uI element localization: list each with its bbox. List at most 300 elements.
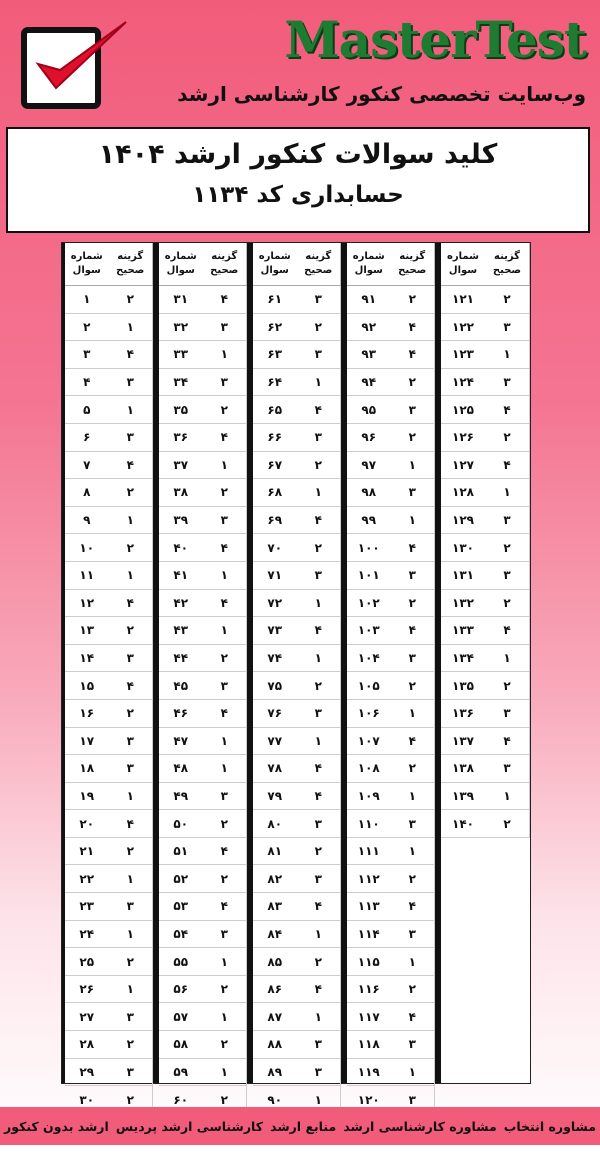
correct-option: ۳ bbox=[485, 755, 530, 782]
question-number: ۱۴۰ bbox=[452, 816, 474, 831]
table-row bbox=[347, 562, 435, 590]
question-number: ۷۷ bbox=[267, 733, 283, 748]
correct-option: ۱ bbox=[391, 1059, 436, 1086]
table-row bbox=[253, 645, 341, 673]
correct-option: ۱ bbox=[203, 948, 248, 975]
table-row bbox=[347, 286, 435, 314]
correct-option: ۳ bbox=[203, 921, 248, 948]
question-number: ۱۰۲ bbox=[357, 595, 380, 610]
correct-option: ۲ bbox=[297, 948, 342, 975]
table-row bbox=[253, 452, 341, 480]
table-row bbox=[253, 562, 341, 590]
correct-option: ۳ bbox=[109, 893, 154, 920]
table-row bbox=[347, 948, 435, 976]
question-number: ۷۳ bbox=[267, 623, 283, 638]
question-number: ۶۷ bbox=[267, 457, 283, 472]
correct-option: ۱ bbox=[297, 479, 342, 506]
table-row bbox=[253, 1059, 341, 1087]
table-row bbox=[253, 810, 341, 838]
correct-option: ۴ bbox=[109, 452, 154, 479]
correct-option: ۲ bbox=[485, 286, 530, 313]
question-number: ۷۸ bbox=[267, 761, 283, 776]
correct-option: ۳ bbox=[109, 755, 154, 782]
correct-option: ۲ bbox=[109, 948, 154, 975]
table-row bbox=[441, 369, 530, 397]
title-box bbox=[6, 127, 590, 233]
correct-option: ۳ bbox=[203, 783, 248, 810]
correct-option: ۳ bbox=[297, 1031, 342, 1058]
correct-option: ۳ bbox=[391, 479, 436, 506]
question-number: ۹ bbox=[83, 513, 91, 528]
column-header bbox=[253, 243, 341, 286]
correct-option: ۲ bbox=[485, 424, 530, 451]
table-row bbox=[65, 396, 153, 424]
correct-option: ۲ bbox=[109, 838, 154, 865]
question-number: ۸۶ bbox=[267, 982, 283, 997]
correct-option: ۲ bbox=[297, 838, 342, 865]
question-number: ۹۰ bbox=[267, 1092, 283, 1107]
correct-option: ۳ bbox=[297, 700, 342, 727]
answer-key-table bbox=[61, 242, 531, 1107]
header-correct-option: گزینه صحیح bbox=[391, 243, 436, 285]
correct-option: ۴ bbox=[109, 672, 154, 699]
answer-column bbox=[250, 243, 344, 1107]
correct-option: ۱ bbox=[485, 479, 530, 506]
question-number: ۱ bbox=[83, 292, 91, 307]
question-number: ۲ bbox=[83, 319, 91, 334]
correct-option: ۴ bbox=[391, 893, 436, 920]
correct-option: ۳ bbox=[297, 562, 342, 589]
question-number: ۴۹ bbox=[173, 788, 189, 803]
table-row bbox=[347, 1003, 435, 1031]
footer-link-arshad-bedun-konkur[interactable]: ارشد بدون کنکور bbox=[4, 1118, 109, 1134]
question-number: ۱۱۵ bbox=[357, 954, 380, 969]
question-number: ۳۴ bbox=[173, 375, 189, 390]
table-row bbox=[347, 507, 435, 535]
correct-option: ۲ bbox=[203, 976, 248, 1003]
table-row bbox=[441, 755, 530, 783]
question-number: ۶۹ bbox=[267, 513, 283, 528]
header-correct-option: گزینه صحیح bbox=[485, 243, 530, 285]
table-row bbox=[253, 1003, 341, 1031]
question-number: ۱۱۶ bbox=[357, 982, 380, 997]
question-number: ۴۱ bbox=[173, 568, 189, 583]
table-row bbox=[253, 783, 341, 811]
table-row bbox=[253, 700, 341, 728]
correct-option: ۴ bbox=[391, 534, 436, 561]
question-number: ۳۹ bbox=[173, 513, 189, 528]
correct-option: ۴ bbox=[485, 728, 530, 755]
question-number: ۱۸ bbox=[79, 761, 95, 776]
question-number: ۱۳۵ bbox=[452, 678, 474, 693]
column-header bbox=[159, 243, 247, 286]
correct-option: ۳ bbox=[109, 728, 154, 755]
question-number: ۱۳۲ bbox=[452, 595, 474, 610]
question-number: ۴۴ bbox=[173, 651, 189, 666]
question-number: ۸۲ bbox=[267, 871, 283, 886]
table-row bbox=[253, 424, 341, 452]
table-row bbox=[159, 286, 247, 314]
correct-option: ۱ bbox=[391, 507, 436, 534]
question-number: ۴۳ bbox=[173, 623, 189, 638]
question-number: ۹۶ bbox=[361, 430, 377, 445]
correct-option: ۱ bbox=[109, 507, 154, 534]
table-row bbox=[347, 341, 435, 369]
correct-option: ۳ bbox=[109, 1003, 154, 1030]
table-row bbox=[253, 976, 341, 1004]
table-row bbox=[159, 921, 247, 949]
table-row bbox=[347, 396, 435, 424]
table-row bbox=[347, 452, 435, 480]
table-row bbox=[65, 948, 153, 976]
table-row bbox=[159, 314, 247, 342]
table-row bbox=[159, 562, 247, 590]
correct-option: ۴ bbox=[391, 1003, 436, 1030]
table-row bbox=[347, 672, 435, 700]
correct-option: ۴ bbox=[391, 728, 436, 755]
correct-option: ۳ bbox=[297, 810, 342, 837]
table-row bbox=[159, 590, 247, 618]
question-number: ۳۱ bbox=[173, 292, 189, 307]
correct-option: ۴ bbox=[109, 341, 154, 368]
table-row bbox=[347, 424, 435, 452]
table-row bbox=[347, 838, 435, 866]
table-row bbox=[253, 893, 341, 921]
table-row bbox=[441, 562, 530, 590]
table-row bbox=[65, 369, 153, 397]
question-number: ۴۷ bbox=[173, 733, 189, 748]
question-number: ۷۴ bbox=[267, 651, 283, 666]
correct-option: ۴ bbox=[203, 424, 248, 451]
table-row bbox=[65, 341, 153, 369]
footer-link-moshavere-entekhab[interactable]: مشاوره انتخاب bbox=[503, 1118, 596, 1134]
correct-option: ۳ bbox=[297, 424, 342, 451]
table-row bbox=[347, 865, 435, 893]
correct-option: ۱ bbox=[391, 452, 436, 479]
question-number: ۱۶ bbox=[79, 706, 95, 721]
correct-option: ۱ bbox=[203, 1059, 248, 1086]
correct-option: ۲ bbox=[391, 590, 436, 617]
table-row bbox=[65, 314, 153, 342]
table-row bbox=[347, 976, 435, 1004]
table-row bbox=[253, 590, 341, 618]
question-number: ۲۸ bbox=[79, 1037, 95, 1052]
question-number: ۲۱ bbox=[79, 844, 95, 859]
question-number: ۵۸ bbox=[173, 1037, 189, 1052]
correct-option: ۱ bbox=[203, 728, 248, 755]
table-row bbox=[159, 838, 247, 866]
table-row bbox=[65, 534, 153, 562]
table-row bbox=[159, 1031, 247, 1059]
table-row bbox=[159, 424, 247, 452]
table-row bbox=[65, 728, 153, 756]
footer-link-pardis[interactable]: کارشناسی ارشد پردیس bbox=[115, 1118, 263, 1134]
correct-option: ۴ bbox=[391, 617, 436, 644]
table-row bbox=[347, 369, 435, 397]
question-number: ۱۰۴ bbox=[357, 651, 380, 666]
question-number: ۸ bbox=[83, 485, 91, 500]
question-number: ۸۴ bbox=[267, 926, 283, 941]
question-number: ۱۲۳ bbox=[452, 347, 474, 362]
table-row bbox=[347, 1031, 435, 1059]
table-row bbox=[65, 617, 153, 645]
question-number: ۶۲ bbox=[267, 319, 283, 334]
table-row bbox=[65, 865, 153, 893]
question-number: ۱۲۹ bbox=[452, 513, 474, 528]
header-question-number: شماره سوال bbox=[70, 251, 103, 276]
question-number: ۸۵ bbox=[267, 954, 283, 969]
correct-option: ۳ bbox=[109, 424, 154, 451]
question-number: ۱۲ bbox=[79, 595, 95, 610]
table-row bbox=[347, 810, 435, 838]
table-row bbox=[65, 976, 153, 1004]
question-number: ۱۳۹ bbox=[452, 788, 474, 803]
question-number: ۹۸ bbox=[361, 485, 377, 500]
table-row bbox=[347, 479, 435, 507]
question-number: ۲۴ bbox=[79, 926, 95, 941]
correct-option: ۱ bbox=[391, 783, 436, 810]
table-row bbox=[159, 893, 247, 921]
correct-option: ۱ bbox=[485, 645, 530, 672]
question-number: ۵۷ bbox=[173, 1009, 189, 1024]
table-row bbox=[159, 672, 247, 700]
question-number: ۵ bbox=[83, 402, 91, 417]
question-number: ۹۱ bbox=[361, 292, 377, 307]
table-row bbox=[253, 396, 341, 424]
correct-option: ۲ bbox=[109, 286, 154, 313]
table-row bbox=[159, 976, 247, 1004]
correct-option: ۱ bbox=[109, 396, 154, 423]
correct-option: ۲ bbox=[485, 590, 530, 617]
answer-column bbox=[344, 243, 438, 1107]
correct-option: ۳ bbox=[485, 369, 530, 396]
correct-option: ۱ bbox=[109, 921, 154, 948]
correct-option: ۳ bbox=[109, 1059, 154, 1086]
correct-option: ۳ bbox=[297, 1059, 342, 1086]
question-number: ۵۲ bbox=[173, 871, 189, 886]
question-number: ۷۶ bbox=[267, 706, 283, 721]
question-number: ۱۲۷ bbox=[452, 457, 474, 472]
question-number: ۶۰ bbox=[173, 1092, 189, 1107]
correct-option: ۲ bbox=[203, 810, 248, 837]
question-number: ۵۱ bbox=[173, 844, 189, 859]
question-number: ۱۲۶ bbox=[452, 430, 474, 445]
table-row bbox=[65, 838, 153, 866]
table-row bbox=[253, 507, 341, 535]
question-number: ۳۰ bbox=[79, 1092, 95, 1107]
table-row bbox=[347, 728, 435, 756]
table-row bbox=[441, 672, 530, 700]
table-row bbox=[65, 1031, 153, 1059]
table-row bbox=[253, 921, 341, 949]
column-header bbox=[441, 243, 530, 286]
question-number: ۶۳ bbox=[267, 347, 283, 362]
table-row bbox=[347, 1059, 435, 1087]
table-row bbox=[253, 838, 341, 866]
question-number: ۱۷ bbox=[79, 733, 95, 748]
table-row bbox=[441, 590, 530, 618]
table-row bbox=[159, 396, 247, 424]
correct-option: ۳ bbox=[391, 810, 436, 837]
question-number: ۱۰۹ bbox=[357, 788, 380, 803]
question-number: ۱۳۱ bbox=[452, 568, 474, 583]
table-row bbox=[159, 645, 247, 673]
question-number: ۳۵ bbox=[173, 402, 189, 417]
correct-option: ۳ bbox=[297, 286, 342, 313]
column-header bbox=[65, 243, 153, 286]
answer-column bbox=[438, 243, 530, 1083]
table-row bbox=[441, 617, 530, 645]
table-row bbox=[65, 479, 153, 507]
correct-option: ۲ bbox=[485, 672, 530, 699]
site-tagline: وب‌سایت تخصصی کنکور کارشناسی ارشد bbox=[177, 82, 586, 106]
correct-option: ۱ bbox=[391, 948, 436, 975]
correct-option: ۴ bbox=[203, 590, 248, 617]
table-row bbox=[65, 424, 153, 452]
correct-option: ۲ bbox=[109, 700, 154, 727]
table-row bbox=[159, 948, 247, 976]
table-row bbox=[253, 728, 341, 756]
question-number: ۳۸ bbox=[173, 485, 189, 500]
table-row bbox=[441, 783, 530, 811]
correct-option: ۲ bbox=[109, 534, 154, 561]
question-number: ۹۳ bbox=[361, 347, 377, 362]
correct-option: ۳ bbox=[203, 369, 248, 396]
question-number: ۲۳ bbox=[79, 899, 95, 914]
correct-option: ۲ bbox=[391, 369, 436, 396]
correct-option: ۱ bbox=[203, 562, 248, 589]
correct-option: ۴ bbox=[485, 452, 530, 479]
question-number: ۱۰۰ bbox=[357, 540, 380, 555]
question-number: ۸۸ bbox=[267, 1037, 283, 1052]
table-row bbox=[347, 617, 435, 645]
correct-option: ۱ bbox=[203, 617, 248, 644]
question-number: ۹۵ bbox=[361, 402, 377, 417]
question-number: ۳۶ bbox=[173, 430, 189, 445]
question-number: ۱۳۷ bbox=[452, 733, 474, 748]
table-row bbox=[253, 672, 341, 700]
correct-option: ۲ bbox=[203, 1031, 248, 1058]
table-row bbox=[65, 893, 153, 921]
question-number: ۴۶ bbox=[173, 706, 189, 721]
correct-option: ۳ bbox=[391, 645, 436, 672]
table-row bbox=[65, 1003, 153, 1031]
correct-option: ۱ bbox=[203, 755, 248, 782]
footer-link-moshavere-arshad[interactable]: مشاوره کارشناسی ارشد bbox=[343, 1118, 497, 1134]
table-row bbox=[159, 1003, 247, 1031]
question-number: ۵۰ bbox=[173, 816, 189, 831]
table-row bbox=[65, 755, 153, 783]
question-number: ۱۱۷ bbox=[357, 1009, 380, 1024]
question-number: ۱۲۸ bbox=[452, 485, 474, 500]
table-row bbox=[65, 452, 153, 480]
question-number: ۱۳۴ bbox=[452, 651, 474, 666]
table-row bbox=[441, 424, 530, 452]
header-question-number: شماره سوال bbox=[164, 251, 197, 276]
question-number: ۹۴ bbox=[361, 375, 377, 390]
question-number: ۱۰۱ bbox=[357, 568, 380, 583]
correct-option: ۱ bbox=[391, 700, 436, 727]
table-row bbox=[441, 286, 530, 314]
question-number: ۵۶ bbox=[173, 982, 189, 997]
table-row bbox=[159, 728, 247, 756]
correct-option: ۱ bbox=[297, 1003, 342, 1030]
header-correct-option: گزینه صحیح bbox=[109, 243, 154, 285]
correct-option: ۳ bbox=[391, 921, 436, 948]
correct-option: ۲ bbox=[203, 479, 248, 506]
question-number: ۱۱۳ bbox=[357, 899, 380, 914]
question-number: ۴۵ bbox=[173, 678, 189, 693]
checkmark-logo-icon bbox=[20, 18, 102, 104]
correct-option: ۳ bbox=[297, 341, 342, 368]
table-row bbox=[347, 783, 435, 811]
question-number: ۱۱۹ bbox=[357, 1064, 380, 1079]
footer-link-manabe[interactable]: منابع ارشد bbox=[270, 1118, 337, 1134]
question-number: ۳۳ bbox=[173, 347, 189, 362]
correct-option: ۱ bbox=[297, 1086, 342, 1113]
table-row bbox=[441, 479, 530, 507]
correct-option: ۲ bbox=[297, 672, 342, 699]
correct-option: ۲ bbox=[203, 1086, 248, 1113]
correct-option: ۱ bbox=[485, 783, 530, 810]
correct-option: ۳ bbox=[297, 865, 342, 892]
correct-option: ۱ bbox=[297, 369, 342, 396]
header-question-number: شماره سوال bbox=[352, 251, 385, 276]
question-number: ۱۵ bbox=[79, 678, 95, 693]
table-row bbox=[65, 562, 153, 590]
table-row bbox=[441, 534, 530, 562]
correct-option: ۱ bbox=[297, 921, 342, 948]
question-number: ۳ bbox=[83, 347, 91, 362]
correct-option: ۱ bbox=[391, 838, 436, 865]
table-row bbox=[159, 810, 247, 838]
question-number: ۷ bbox=[83, 457, 91, 472]
correct-option: ۴ bbox=[203, 700, 248, 727]
question-number: ۱۳۰ bbox=[452, 540, 474, 555]
correct-option: ۴ bbox=[297, 507, 342, 534]
table-row bbox=[347, 590, 435, 618]
table-row bbox=[159, 700, 247, 728]
correct-option: ۳ bbox=[485, 314, 530, 341]
table-row bbox=[253, 948, 341, 976]
question-number: ۸۳ bbox=[267, 899, 283, 914]
question-number: ۱۱۱ bbox=[357, 844, 380, 859]
table-row bbox=[441, 396, 530, 424]
table-row bbox=[159, 369, 247, 397]
question-number: ۱۱۲ bbox=[357, 871, 380, 886]
correct-option: ۴ bbox=[203, 286, 248, 313]
correct-option: ۲ bbox=[391, 865, 436, 892]
table-row bbox=[65, 286, 153, 314]
question-number: ۱۹ bbox=[79, 788, 95, 803]
table-row bbox=[253, 755, 341, 783]
table-row bbox=[65, 1059, 153, 1087]
table-row bbox=[347, 534, 435, 562]
question-number: ۴۲ bbox=[173, 595, 189, 610]
table-row bbox=[65, 672, 153, 700]
question-number: ۹۲ bbox=[361, 319, 377, 334]
table-row bbox=[441, 507, 530, 535]
table-row bbox=[65, 810, 153, 838]
correct-option: ۴ bbox=[485, 396, 530, 423]
correct-option: ۲ bbox=[297, 452, 342, 479]
table-row bbox=[441, 645, 530, 673]
correct-option: ۴ bbox=[203, 534, 248, 561]
correct-option: ۲ bbox=[203, 396, 248, 423]
correct-option: ۴ bbox=[485, 617, 530, 644]
column-header bbox=[347, 243, 435, 286]
table-row bbox=[347, 893, 435, 921]
